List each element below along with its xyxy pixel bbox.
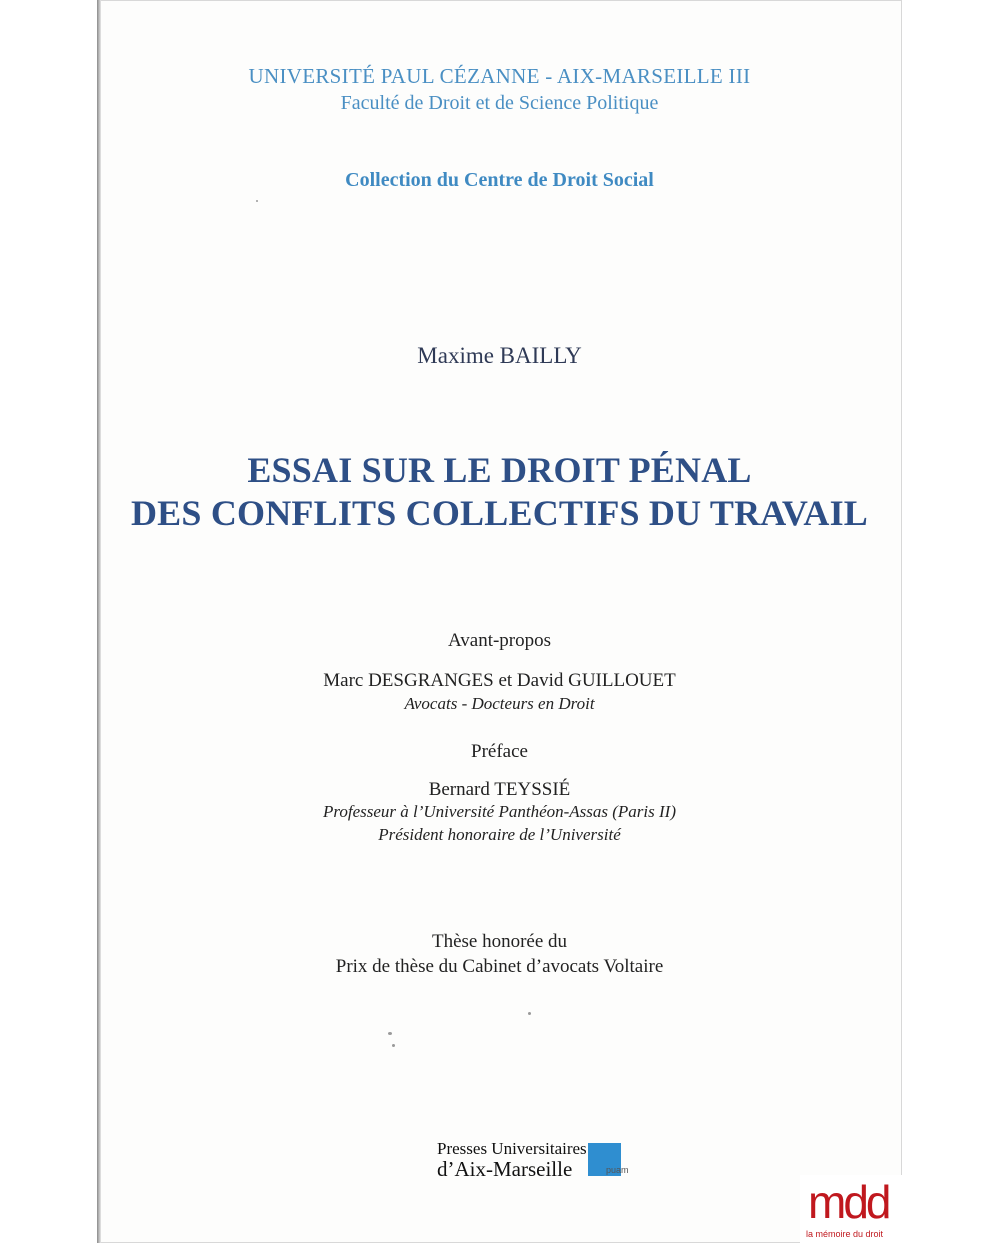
author-name: Maxime BAILLY (417, 343, 582, 368)
background-right (902, 0, 1000, 1243)
book-title-line-1: ESSAI SUR LE DROIT PÉNAL (247, 450, 752, 490)
foreword-role: Avocats - Docteurs en Droit (404, 694, 595, 713)
preface-role-2: Président honoraire de l’Université (378, 825, 621, 844)
preface-label: Préface (471, 741, 528, 762)
preface-role-1: Professeur à l’Université Panthéon-Assas (Paris II) (322, 802, 676, 821)
publisher-line-1: Presses Universitaires (437, 1139, 587, 1158)
publisher-name (437, 1140, 587, 1180)
book-title-line-2: DES CONFLITS COLLECTIFS DU TRAVAIL (130, 493, 869, 533)
watermark-logo (800, 1175, 910, 1243)
foreword-authors: Marc DESGRANGES et David GUILLOUET (323, 670, 676, 691)
collection-name: Collection du Centre de Droit Social (345, 169, 654, 191)
award-line-2: Prix de thèse du Cabinet d’avocats Voltaire (335, 956, 664, 977)
award-line-1: Thèse honorée du (431, 931, 568, 952)
university-name: UNIVERSITÉ PAUL CÉZANNE - AIX-MARSEILLE III (248, 64, 751, 88)
publisher-line-2: d’Aix-Marseille (437, 1157, 573, 1181)
speck (392, 1044, 395, 1047)
speck (388, 1032, 392, 1035)
speck (256, 200, 258, 202)
publisher-abbreviation: puam (606, 1165, 629, 1175)
watermark-logo-text: mdd (808, 1176, 889, 1228)
foreword-label: Avant-propos (447, 630, 552, 651)
speck (528, 1012, 531, 1015)
watermark-tagline: la mémoire du droit (806, 1229, 884, 1239)
background-left (0, 0, 97, 1243)
preface-author: Bernard TEYSSIÉ (428, 779, 571, 800)
faculty-name: Faculté de Droit et de Science Politique (340, 92, 659, 114)
